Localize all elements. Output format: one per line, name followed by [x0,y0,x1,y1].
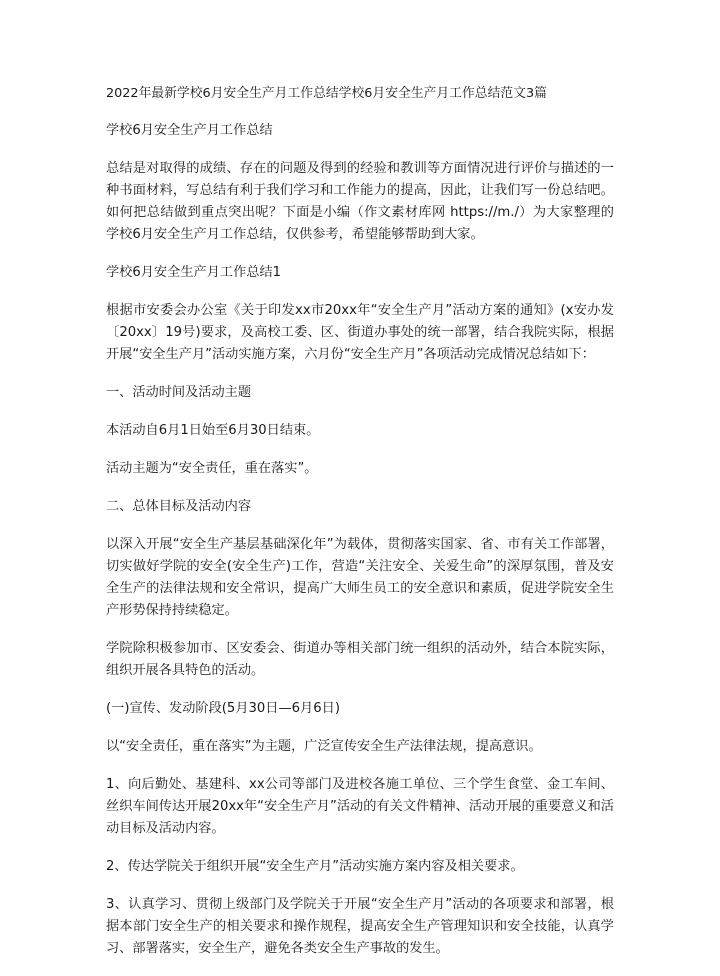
phase-1-heading: (一)宣传、发动阶段(5月30日—6月6日) [106,701,340,716]
list-item-1: 1、向后勤处、基建科、xx公司等部门及进校各施工单位、三个学生食堂、金工车间、丝织车间传达开展20xx年“安全生产月”活动的有关文件精神、活动开展的重要意义和活动目标及活动内容。 [106,777,614,836]
heading-overall-goal: 二、总体目标及活动内容 [106,499,252,514]
time-text: 本活动自6月1日始至6月30日结束。 [106,423,320,438]
paragraph-1: 根据市安委会办公室《关于印发xx市20xx年“安全生产月”活动方案的通知》(x安办发〔20xx〕19号)要求，及高校工委、区、街道办事处的统一部署，结合我院实际，根据开展“安全生产月”活动实施方案，六月份“安全生产月”各项活动完成情况总结如下： [106,303,614,362]
document-subtitle: 学校6月安全生产月工作总结 [106,123,273,138]
section-title: 学校6月安全生产月工作总结1 [106,265,282,280]
list-item-3: 3、认真学习、贯彻上级部门及学院关于开展“安全生产月”活动的各项要求和部署，根据本部门安全生产的相关要求和操作规程，提高安全生产管理知识和安全技能，认真学习、部署落实，安全生产，避免各类安全生产事故的发生。 [106,897,614,956]
heading-activity-time: 一、活动时间及活动主题 [106,385,252,400]
document-title: 2022年最新学校6月安全生产月工作总结学校6月安全生产月工作总结范文3篇 [106,86,547,101]
paragraph-2: 以深入开展“安全生产基层基础深化年”为载体，贯彻落实国家、省、市有关工作部署，切实做好学院的安全(安全生产)工作，营造“关注安全、关爱生命”的深厚氛围，普及安全生产的法律法规和安全常识，提高广大师生员工的安全意识和素质，促进学院安全生产形势保持持续稳定。 [106,537,614,618]
document-body [106,84,614,976]
intro-paragraph: 总结是对取得的成绩、存在的问题及得到的经验和教训等方面情况进行评价与描述的一种书面材料，写总结有利于我们学习和工作能力的提高，因此，让我们写一份总结吧。如何把总结做到重点突出呢？下面是小编（作文素材库网 https://m./）为大家整理的学校6月安全生产月工作总结，仅供参考，希望能够帮助到大家。 [106,161,614,242]
list-item-2: 2、传达学院关于组织开展“安全生产月”活动实施方案内容及相关要求。 [106,859,524,874]
paragraph-3: 学院除积极参加市、区安委会、街道办等相关部门统一组织的活动外，结合本院实际，组织开展各具特色的活动。 [106,641,614,678]
theme-text: 活动主题为“安全责任，重在落实”。 [106,461,318,476]
phase-1-text: 以“安全责任，重在落实”为主题，广泛宣传安全生产法律法规，提高意识。 [106,739,542,754]
